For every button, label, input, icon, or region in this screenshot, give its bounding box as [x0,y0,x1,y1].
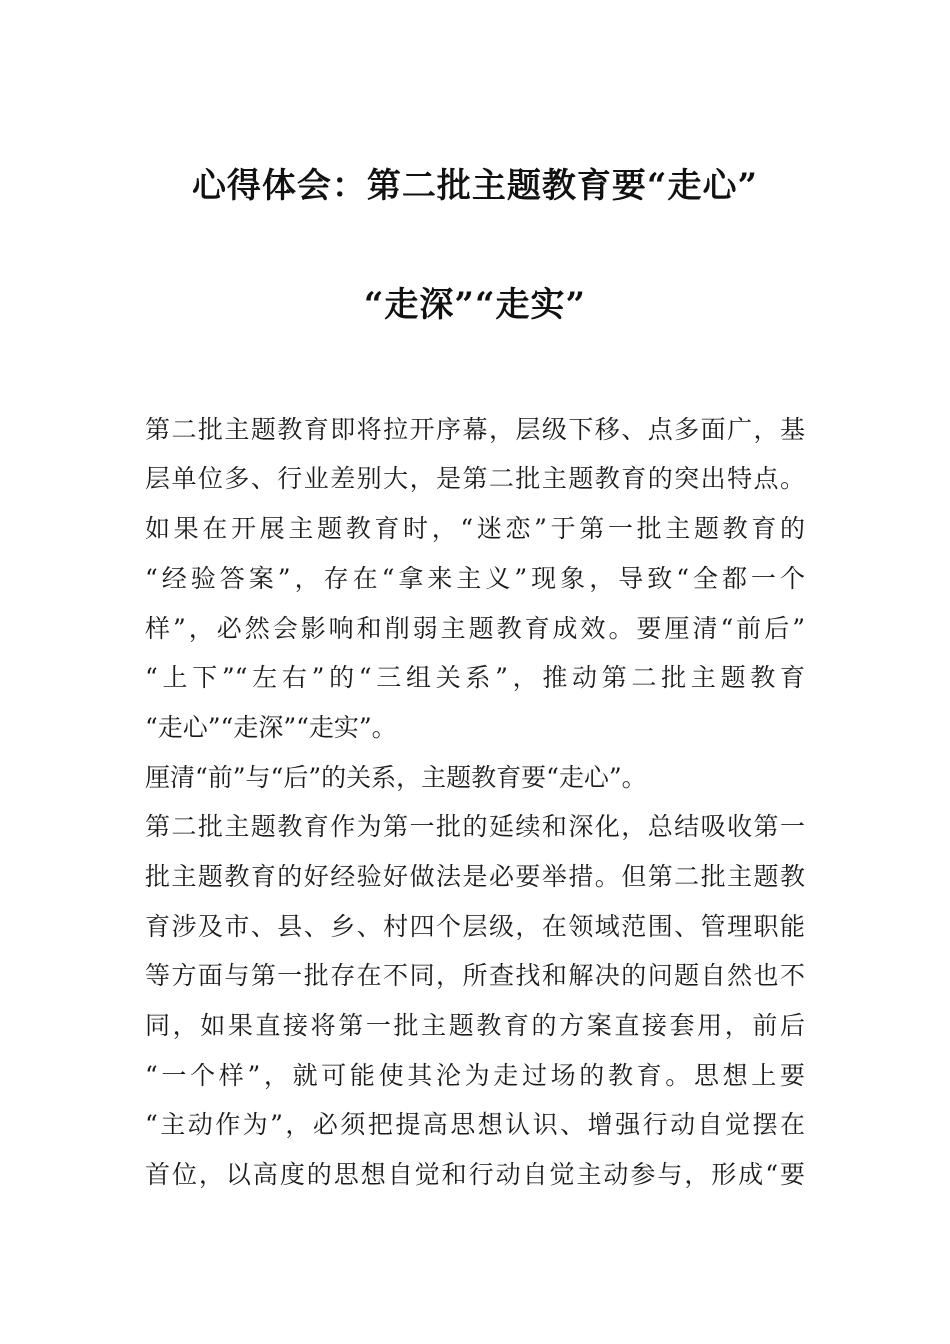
paragraph-line: “经验答案”，存在“拿来主义”现象，导致“全都一个 [145,564,805,593]
paragraph-line: 如果在开展主题教育时，“迷恋”于第一批主题教育的 [145,514,805,543]
paragraph-line: 同，如果直接将第一批主题教育的方案直接套用，前后 [145,1011,805,1040]
paragraph-line: “上下”“左右”的“三组关系”，推动第二批主题教育 [145,663,805,692]
paragraph-line: “一个样”，就可能使其沦为走过场的教育。思想上要 [145,1061,805,1090]
paragraph-line: 第二批主题教育作为第一批的延续和深化，总结吸收第一 [145,812,805,841]
paragraph-line: 首位，以高度的思想自觉和行动自觉主动参与，形成“要 [145,1160,805,1189]
paragraph-line: 等方面与第一批存在不同，所查找和解决的问题自然也不 [145,961,805,990]
document-title-line-2: “走深”“走实” [363,285,587,325]
paragraph-line: 育涉及市、县、乡、村四个层级，在领域范围、管理职能 [145,912,805,941]
document-title-line-1: 心得体会：第二批主题教育要“走心” [191,166,759,206]
paragraph-line: 样”，必然会影响和削弱主题教育成效。要厘清“前后” [145,614,805,643]
section-heading: 厘清“前”与“后”的关系，主题教育要“走心”。 [145,763,647,792]
paragraph-line: 第二批主题教育即将拉开序幕，层级下移、点多面广，基 [145,415,805,444]
paragraph-line: 批主题教育的好经验好做法是必要举措。但第二批主题教 [145,862,805,891]
paragraph-line: 层单位多、行业差别大，是第二批主题教育的突出特点。 [145,464,805,493]
paragraph-line: “主动作为”，必须把提高思想认识、增强行动自觉摆在 [145,1110,805,1139]
paragraph-line: “走心”“走深”“走实”。 [145,713,397,742]
